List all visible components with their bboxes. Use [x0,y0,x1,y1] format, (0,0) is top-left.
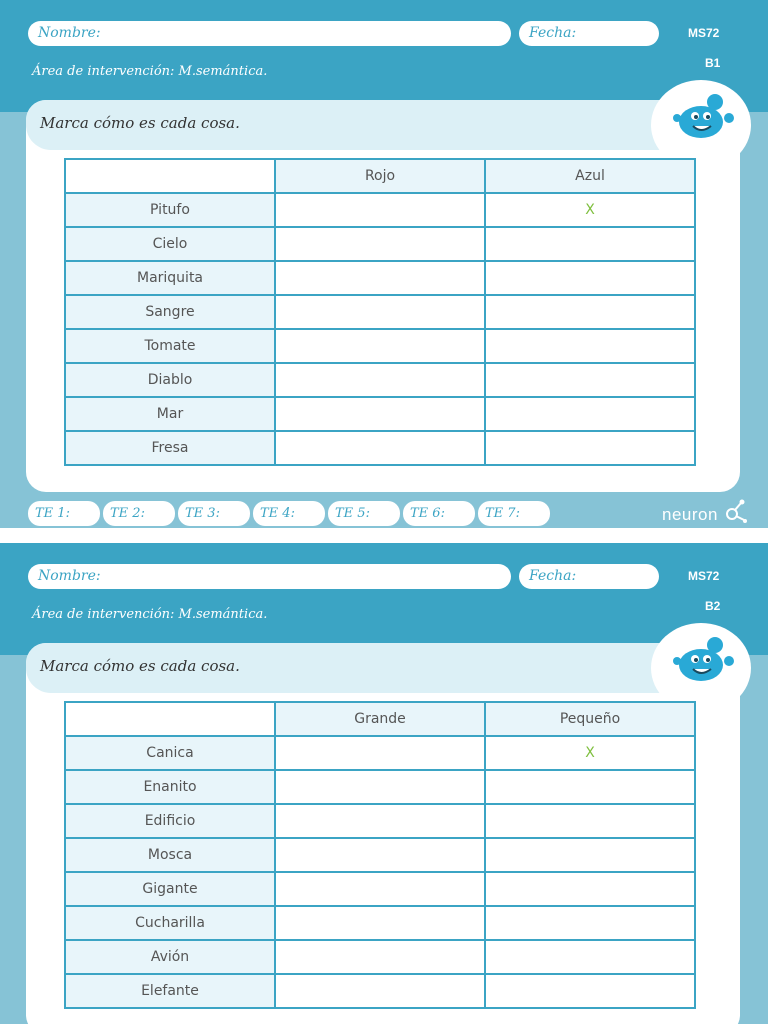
answer-cell[interactable] [275,431,485,465]
answer-cell[interactable] [485,906,695,940]
instruction-text: Marca cómo es cada cosa. [40,114,240,132]
worksheet-b2 [0,543,768,1024]
te-field[interactable]: TE 6: [403,501,475,526]
neuron-logo-text: neuron [662,505,718,524]
row-label: Avión [65,940,275,974]
answer-cell[interactable]: X [485,736,695,770]
blue-blob-mascot-icon [661,631,745,691]
row-label: Mariquita [65,261,275,295]
table-row [65,838,695,872]
row-label: Enanito [65,770,275,804]
te-field[interactable]: TE 7: [478,501,550,526]
classification-table [64,158,696,466]
answer-cell[interactable] [275,906,485,940]
instruction-band [26,100,740,150]
area-text: Área de intervención: M.semántica. [32,607,268,622]
te-field[interactable]: TE 1: [28,501,100,526]
worksheet-sub-code: B2 [705,599,721,613]
table-row [65,397,695,431]
mascot-badge [651,80,751,170]
answer-cell[interactable] [275,227,485,261]
instruction-text: Marca cómo es cada cosa. [40,657,240,675]
row-label: Elefante [65,974,275,1008]
row-label: Cielo [65,227,275,261]
column-header: Azul [485,159,695,193]
te-field[interactable]: TE 5: [328,501,400,526]
header-band [0,0,768,112]
area-text: Área de intervención: M.semántica. [32,64,268,79]
row-label: Sangre [65,295,275,329]
row-label: Mosca [65,838,275,872]
worksheet-sub-code: B1 [705,56,721,70]
table-row [65,736,695,770]
row-label: Cucharilla [65,906,275,940]
table-row [65,906,695,940]
row-label: Edificio [65,804,275,838]
nombre-field[interactable] [28,564,511,589]
answer-cell[interactable]: X [485,193,695,227]
column-header: Grande [275,702,485,736]
answer-cell[interactable] [485,261,695,295]
table-row [65,974,695,1008]
answer-cell[interactable] [275,940,485,974]
table-row [65,295,695,329]
table-row [65,431,695,465]
column-header: Rojo [275,159,485,193]
answer-cell[interactable] [275,736,485,770]
worksheet-code: MS72 [688,569,720,583]
answer-cell[interactable] [275,329,485,363]
mascot-badge [651,623,751,713]
table-row [65,227,695,261]
answer-cell[interactable] [485,295,695,329]
table-row [65,872,695,906]
row-label: Mar [65,397,275,431]
nombre-field[interactable] [28,21,511,46]
answer-cell[interactable] [275,838,485,872]
answer-cell[interactable] [275,193,485,227]
answer-cell[interactable] [275,770,485,804]
answer-cell[interactable] [485,329,695,363]
answer-cell[interactable] [485,397,695,431]
answer-cell[interactable] [275,261,485,295]
neuron-logo-icon [723,499,747,525]
te-field[interactable]: TE 3: [178,501,250,526]
answer-cell[interactable] [485,940,695,974]
te-field[interactable]: TE 2: [103,501,175,526]
row-label: Fresa [65,431,275,465]
header-band [0,543,768,655]
fecha-label: Fecha: [529,25,577,41]
table-header-row [65,702,695,736]
answer-cell[interactable] [485,770,695,804]
answer-cell[interactable] [485,431,695,465]
classification-table [64,701,696,1009]
nombre-label: Nombre: [38,568,101,584]
answer-cell[interactable] [485,838,695,872]
table-row [65,329,695,363]
answer-cell[interactable] [275,872,485,906]
answer-cell[interactable] [275,397,485,431]
corner-cell [65,159,275,193]
table-row [65,770,695,804]
table-header-row [65,159,695,193]
column-header: Pequeño [485,702,695,736]
table-row [65,940,695,974]
answer-cell[interactable] [485,872,695,906]
worksheet-code: MS72 [688,26,720,40]
answer-cell[interactable] [275,295,485,329]
fecha-field[interactable] [519,564,659,589]
table-row [65,804,695,838]
answer-cell[interactable] [275,363,485,397]
fecha-field[interactable] [519,21,659,46]
answer-cell[interactable] [485,227,695,261]
table-row [65,261,695,295]
answer-cell[interactable] [485,363,695,397]
instruction-band [26,643,740,693]
table-row [65,363,695,397]
row-label: Tomate [65,329,275,363]
blue-blob-mascot-icon [661,88,745,148]
fecha-label: Fecha: [529,568,577,584]
table-row [65,193,695,227]
row-label: Canica [65,736,275,770]
answer-cell[interactable] [485,974,695,1008]
answer-cell[interactable] [485,804,695,838]
corner-cell [65,702,275,736]
row-label: Pitufo [65,193,275,227]
answer-cell[interactable] [275,804,485,838]
row-label: Gigante [65,872,275,906]
answer-cell[interactable] [275,974,485,1008]
te-field[interactable]: TE 4: [253,501,325,526]
row-label: Diablo [65,363,275,397]
nombre-label: Nombre: [38,25,101,41]
